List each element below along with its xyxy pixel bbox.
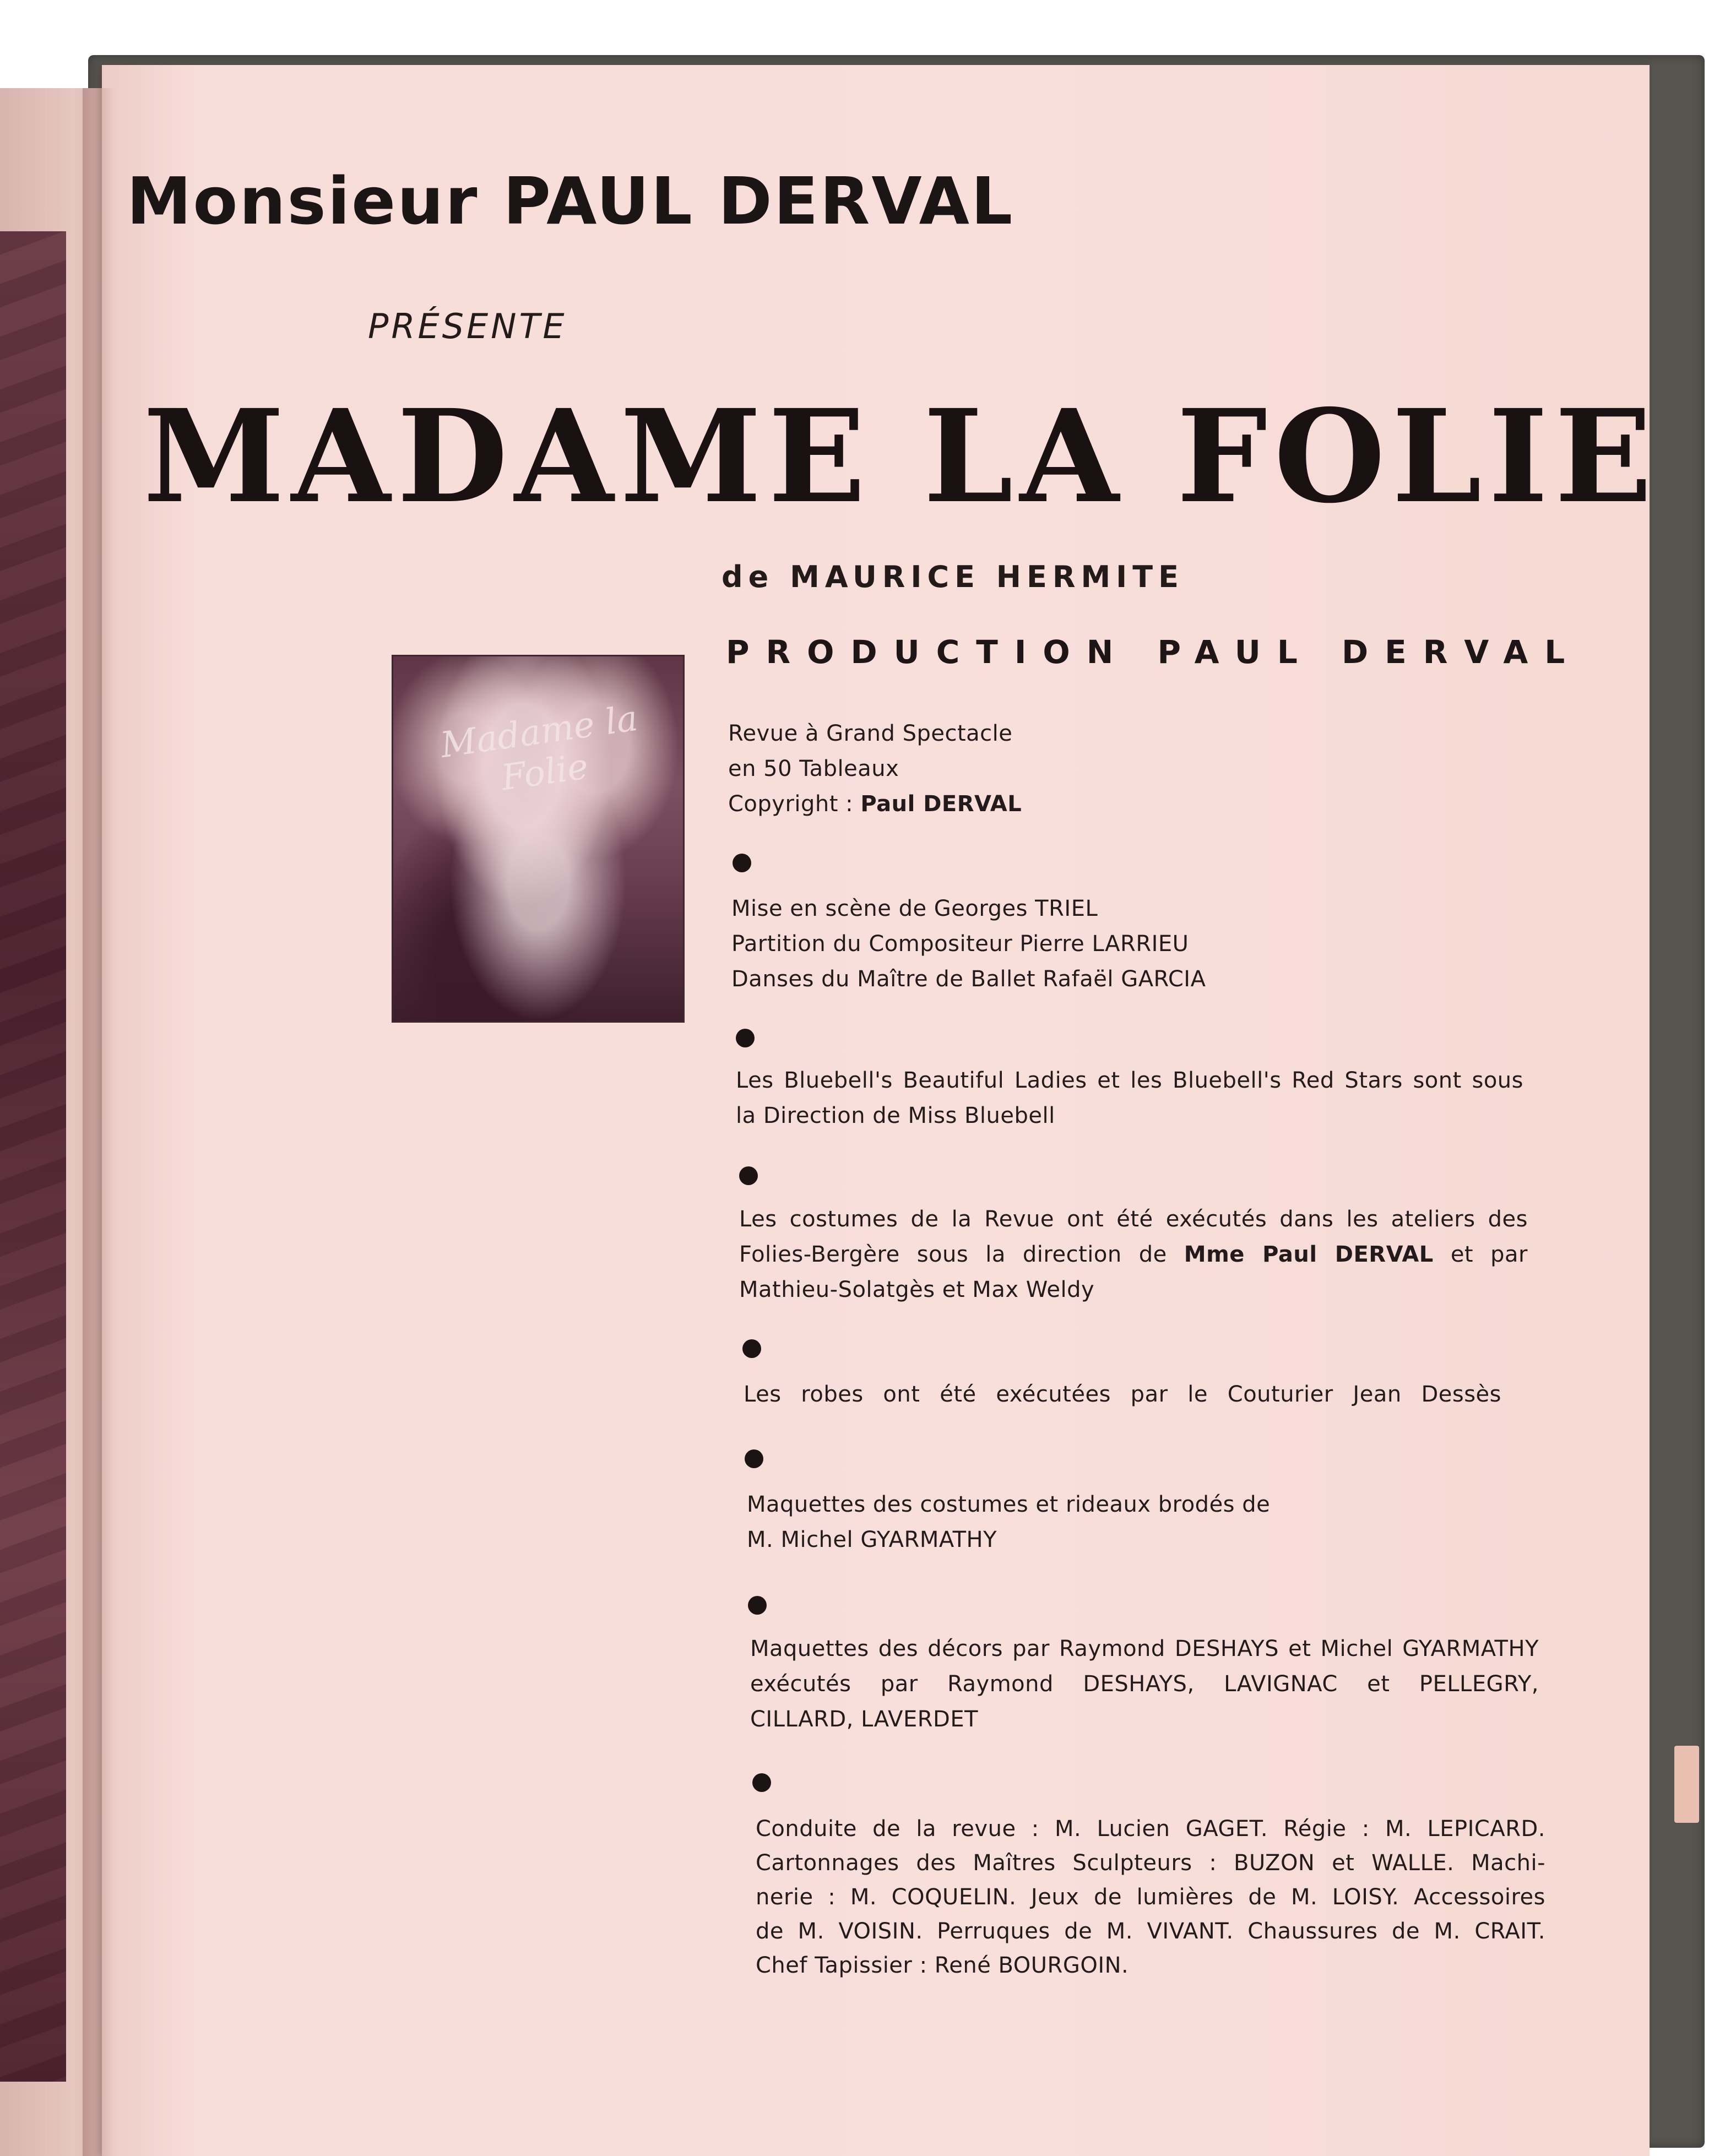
poster-image [393,656,683,1021]
credits-line: Chef Tapissier : René BOURGOIN. [756,1953,1129,1978]
direction-line: Danses du Maître de Ballet Rafaël GARCIA [731,966,1206,992]
section-bullet [736,1029,755,1047]
credits-line: Cartonnages des Maîtres Sculpteurs : BUZON et WALLE. Machi- [756,1850,1545,1876]
section-bullet [742,1339,761,1358]
section-bullet [752,1773,771,1792]
costumes-text: Folies-Bergère sous la direction de [739,1242,1184,1267]
costumes-director: Mme Paul DERVAL [1184,1242,1434,1267]
copyright-label: Copyright : [728,791,861,817]
section-bullet [733,854,751,872]
credits-line: nerie : M. COQUELIN. Jeux de lumières de M. LOISY. Accessoires [756,1885,1545,1910]
page-gutter-shadow [83,88,116,2156]
costumes-block [739,1202,1528,1307]
copyright-name: Paul DERVAL [860,791,1022,817]
direction-block [731,891,1530,997]
costumes-line [739,1237,1528,1272]
show-title: MADAME LA FOLIE [143,381,1659,531]
poster-caption: Madame la Folie [438,698,641,799]
direction-line: Partition du Compositeur Pierre LARRIEU [731,931,1189,957]
credits-line: Conduite de la revue : M. Lucien GAGET. Régie : M. LEPICARD. [756,1816,1545,1842]
maquettes-costumes-line: Maquettes des costumes et rideaux brodés de [747,1492,1271,1517]
production-line: PRODUCTION PAUL DERVAL [726,633,1582,671]
costumes-line: Mathieu-Solatgès et Max Weldy [739,1277,1095,1302]
author-line: de MAURICE HERMITE [721,560,1184,594]
presenter-heading: Monsieur PAUL DERVAL [127,163,1015,239]
intro-block [728,716,1527,822]
maquettes-decors-line: Maquettes des décors par Raymond DESHAYS et Michel GYARMATHY [750,1636,1539,1661]
bluebell-line: Les Bluebell's Beautiful Ladies et les Bluebell's Red Stars sont sous [736,1068,1523,1093]
intro-line: en 50 Tableaux [728,756,899,781]
presents-label: PRÉSENTE [368,306,567,346]
maquettes-decors-line: CILLARD, LAVERDET [750,1707,979,1732]
section-bullet [745,1449,763,1468]
robes-block [744,1377,1501,1412]
left-page-photo [0,231,66,2082]
bluebell-line: la Direction de Miss Bluebell [736,1103,1055,1128]
maquettes-costumes-block [747,1487,1545,1557]
copyright-line [728,786,1527,822]
section-bullet [739,1166,758,1185]
costumes-text: et par [1433,1242,1528,1267]
direction-line: Mise en scène de Georges TRIEL [731,896,1098,921]
section-bullet [748,1596,767,1615]
maquettes-decors-block [750,1631,1539,1737]
maquettes-decors-line: exécutés par Raymond DESHAYS, LAVIGNAC et PELLEGRY, [750,1671,1539,1697]
page-tab-edge [1674,1746,1699,1823]
maquettes-costumes-line: M. Michel GYARMATHY [747,1527,997,1552]
bluebell-block [736,1063,1523,1133]
credits-line: de M. VOISIN. Perruques de M. VIVANT. Chaussures de M. CRAIT. [756,1919,1545,1944]
robes-line: Les robes ont été exécutées par le Couturier Jean Dessès [744,1382,1501,1407]
costumes-line: Les costumes de la Revue ont été exécutés dans les ateliers des [739,1207,1528,1232]
intro-line: Revue à Grand Spectacle [728,721,1013,746]
credits-block [756,1812,1545,1983]
